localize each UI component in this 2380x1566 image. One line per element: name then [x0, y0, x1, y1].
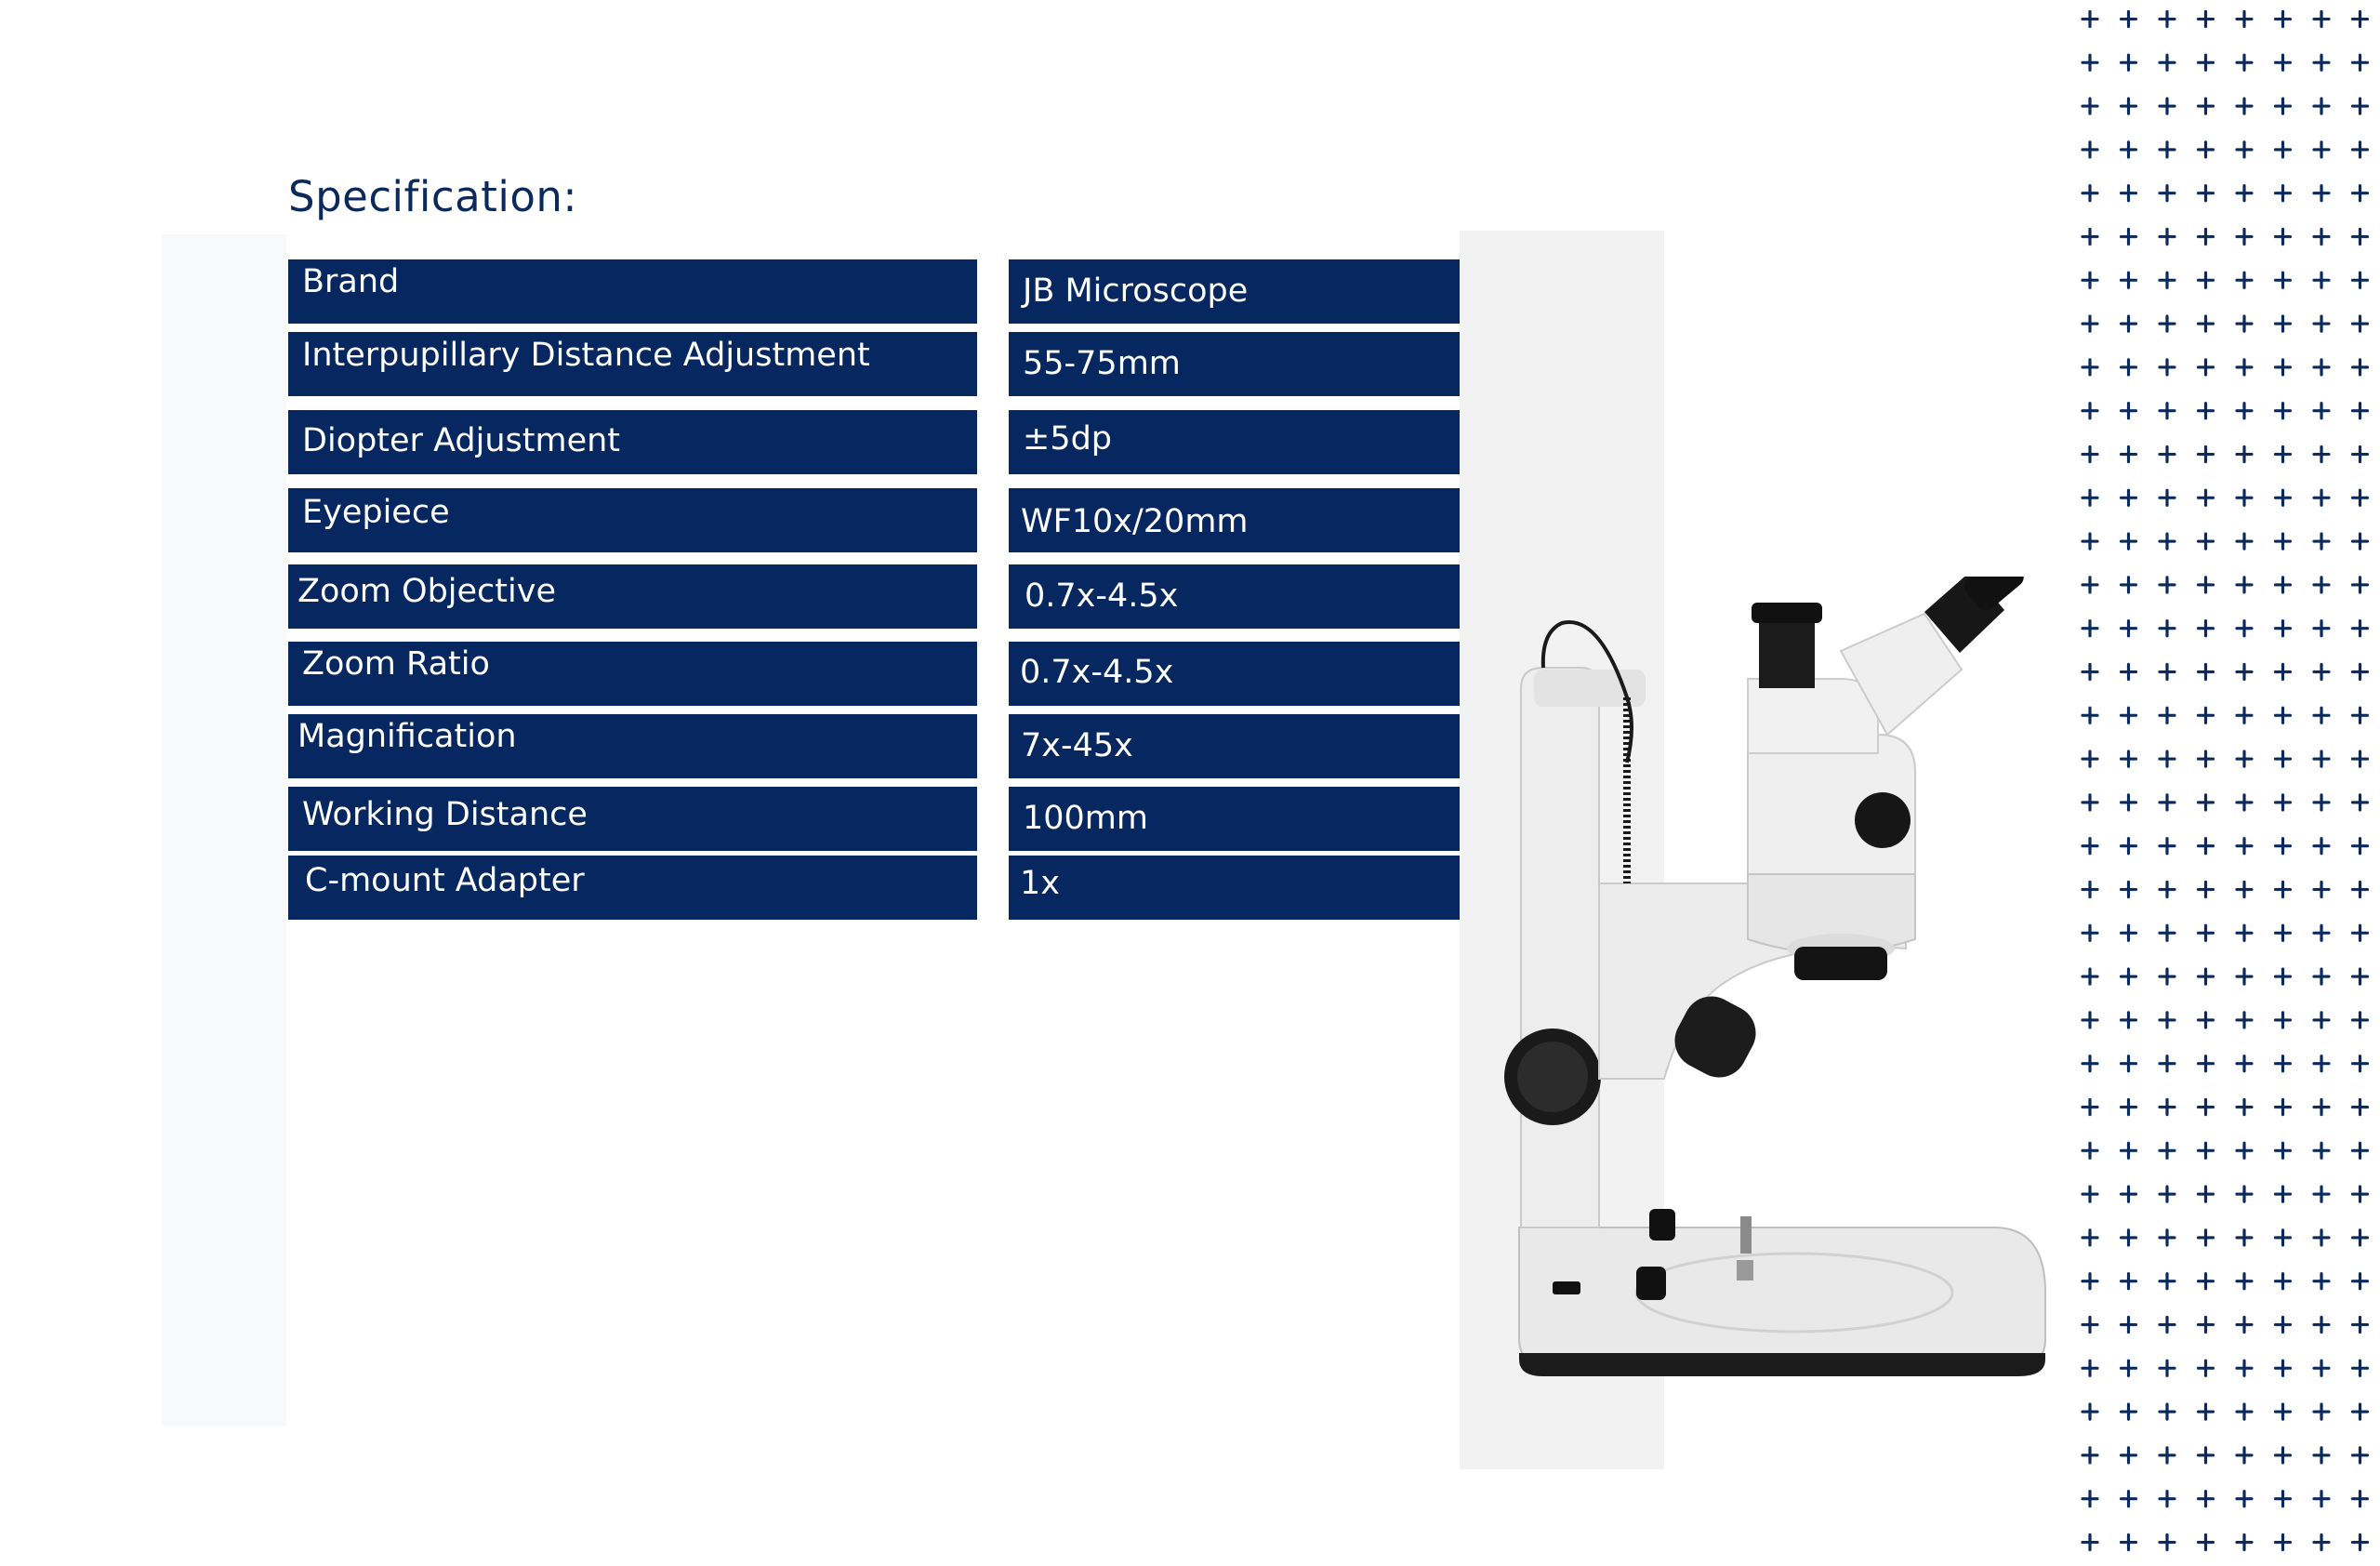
spec-value: 0.7x-4.5x	[1020, 654, 1174, 691]
spec-row-magnification	[288, 714, 1460, 778]
spec-label-cell	[288, 259, 977, 324]
spec-label: C-mount Adapter	[305, 862, 585, 899]
plus-pattern-icon	[2075, 6, 2380, 1566]
spec-label: Diopter Adjustment	[302, 422, 621, 459]
spec-value: JB Microscope	[1023, 272, 1249, 310]
spec-value: 7x-45x	[1021, 727, 1133, 764]
spec-row-c-mount-adapter	[288, 856, 1460, 920]
spec-value-cell	[1009, 259, 1460, 324]
spec-row-zoom-ratio	[288, 642, 1460, 706]
spec-label: Magnification	[298, 718, 517, 755]
stereo-microscope-image	[1488, 577, 2064, 1376]
spec-label: Working Distance	[302, 796, 588, 833]
spec-label-cell	[288, 642, 977, 706]
spec-value: 0.7x-4.5x	[1025, 577, 1179, 615]
spec-value: 55-75mm	[1023, 345, 1181, 382]
spec-label-cell	[288, 787, 977, 851]
spec-label-cell	[288, 488, 977, 552]
spec-row-eyepiece	[288, 488, 1460, 552]
spec-value-cell	[1009, 642, 1460, 706]
spec-label: Brand	[302, 263, 400, 300]
spec-label-cell	[288, 856, 977, 920]
spec-row-interpupillary-distance	[288, 332, 1460, 396]
spec-label: Interpupillary Distance Adjustment	[302, 337, 870, 374]
spec-value-cell	[1009, 410, 1460, 474]
spec-row-brand	[288, 259, 1460, 324]
spec-label: Zoom Objective	[298, 573, 556, 610]
spec-label: Eyepiece	[302, 494, 450, 531]
spec-value-cell	[1009, 564, 1460, 629]
spec-label-cell	[288, 564, 977, 629]
left-background-panel	[162, 234, 286, 1427]
spec-value: 100mm	[1023, 800, 1148, 837]
spec-value-cell	[1009, 856, 1460, 920]
spec-value-cell	[1009, 787, 1460, 851]
spec-row-zoom-objective	[288, 564, 1460, 629]
spec-label-cell	[288, 410, 977, 474]
spec-value-cell	[1009, 488, 1460, 552]
spec-label-cell	[288, 714, 977, 778]
spec-row-working-distance	[288, 787, 1460, 851]
spec-label-cell	[288, 332, 977, 396]
spec-label: Zoom Ratio	[302, 645, 490, 683]
spec-value: WF10x/20mm	[1021, 503, 1249, 540]
spec-value-cell	[1009, 714, 1460, 778]
page-title: Specification:	[288, 172, 578, 222]
spec-row-diopter-adjustment	[288, 410, 1460, 474]
spec-value-cell	[1009, 332, 1460, 396]
spec-value: ±5dp	[1023, 420, 1113, 458]
spec-value: 1x	[1020, 865, 1060, 902]
